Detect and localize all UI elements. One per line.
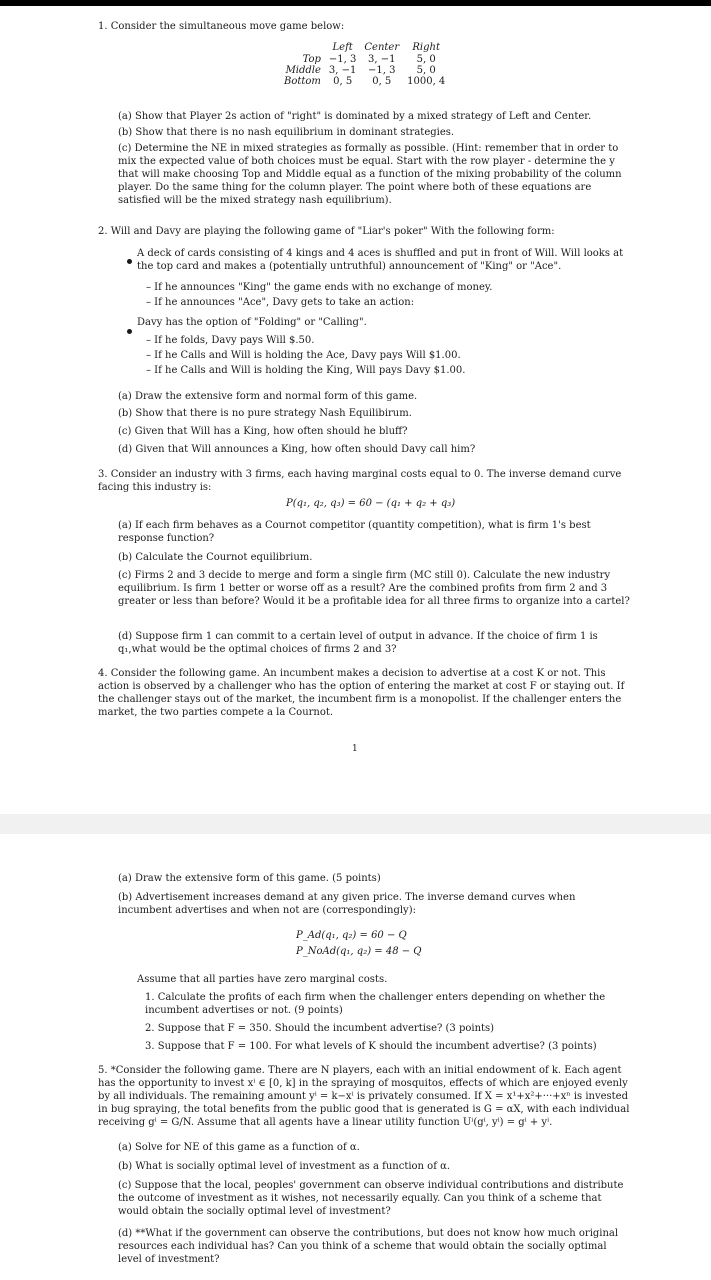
q2-bullet-2-sub-3: – If he Calls and Will is holding the King, Will pays Davy $1.00.: [146, 365, 466, 376]
q2-bullet-2: Davy has the option of "Folding" or "Calling".: [137, 317, 367, 328]
q1-part-c: (c) Determine the NE in mixed strategies as formally as possible. (Hint: remember that in order to mix the expected value of both choices must be equal. Start with the row player - determine the y that will make choosing Top and Middle equal as a function of the mixing probability of the column player. Do the same thing for the column player. The point where both of these equations are satisfied will be the mixed strategy nash equilibrium).: [118, 143, 622, 206]
q3-part-c: (c) Firms 2 and 3 decide to merge and form a single firm (MC still 0). Calculate the new industry equilibrium. Is firm 1 better or worse off as a result? Are the combined profits from firm 2 and 3 greater or less than before? Would it be a profitable idea for all three firms to organize into a cartel?: [118, 570, 630, 607]
payoff-cell: −1, 3: [328, 54, 357, 65]
row-label: Top: [302, 54, 321, 65]
bullet-icon: [127, 249, 132, 268]
q5-part-d: (d) **What if the government can observe the contributions, but does not know how much original resources each individual has? Can you think of a scheme that would obtain the socially optimal level of investment?: [118, 1228, 619, 1265]
row-label: Bottom: [284, 76, 321, 87]
q1-part-b: (b) Show that there is no nash equilibrium in dominant strategies.: [118, 127, 455, 138]
payoff-cell: 5, 0: [416, 65, 436, 76]
matrix-row-bottom: [280, 76, 449, 87]
q2-bullet-1-sub-1: – If he announces "King" the game ends with no exchange of money.: [146, 282, 493, 293]
page-break: [0, 814, 711, 834]
q2-bullet-1-sub-2: – If he announces "Ace", Davy gets to take an action:: [146, 297, 415, 308]
q4-part-a: (a) Draw the extensive form of this game. (5 points): [118, 873, 381, 884]
q5-part-c: (c) Suppose that the local, peoples' government can observe individual contributions and distribute the outcome of investment as it wishes, not necessarily equally. Can you think of a scheme that would obtain the socially optimal level of investment?: [118, 1180, 624, 1217]
q3-title: 3. Consider an industry with 3 firms, each having marginal costs equal to 0. The inverse demand curve facing this industry is:: [98, 469, 622, 493]
q4-demand-ad: P_Ad(q₁, q₂) = 60 − Q: [296, 930, 407, 941]
q5-title: 5. *Consider the following game. There are N players, each with an initial endowment of k. Each agent has the opportunity to invest xⁱ ∈ [0, k] in the spraying of mosquitos, effects of which are enjoyed evenly by all individuals. The remaining amount yⁱ = k−xⁱ is privately consumed. If X = x¹+x²+···+xⁿ is invested in bug spraying, the total benefits from the public good that is generated is G = αX, with each individual receiving gⁱ = G/N. Assume that all agents have a linear utility function Uⁱ(gⁱ, yⁱ) = gⁱ + yⁱ.: [98, 1065, 630, 1128]
q3-demand-equation: P(q₁, q₂, q₃) = 60 − (q₁ + q₂ + q₃): [286, 498, 456, 509]
q1-part-a: (a) Show that Player 2s action of "right" is dominated by a mixed strategy of Left and Center.: [118, 111, 592, 122]
q5-part-a: (a) Solve for NE of this game as a function of α.: [118, 1142, 360, 1153]
payoff-cell: 1000, 4: [407, 76, 446, 87]
row-label: Middle: [285, 65, 321, 76]
q2-bullet-1: A deck of cards consisting of 4 kings and 4 aces is shuffled and put in front of Will. Will looks at the top card and makes a (potentially untruthful) announcement of "King" or "Ace".: [137, 248, 624, 272]
payoff-cell: 0, 5: [333, 76, 353, 87]
q5-part-b: (b) What is socially optimal level of investment as a function of α.: [118, 1161, 451, 1172]
payoff-cell: −1, 3: [368, 65, 396, 76]
q2-part-d: (d) Given that Will announces a King, how often should Davy call him?: [118, 444, 476, 455]
q2-bullet-2-sub-2: – If he Calls and Will is holding the Ace, Davy pays Will $1.00.: [146, 350, 461, 361]
payoff-cell: 3, −1: [328, 65, 357, 76]
q4-assumption: Assume that all parties have zero marginal costs.: [137, 974, 388, 985]
matrix-row-top: [280, 54, 449, 65]
q4-sub-2: 2. Suppose that F = 350. Should the incumbent advertise? (3 points): [145, 1023, 495, 1034]
page-number: 1: [352, 744, 358, 754]
q4-demand-noad: P_NoAd(q₁, q₂) = 48 − Q: [296, 946, 422, 957]
payoff-cell: 5, 0: [416, 54, 436, 65]
q4-sub-3: 3. Suppose that F = 100. For what levels of K should the incumbent advertise? (3 points): [145, 1041, 597, 1052]
q4-part-b: (b) Advertisement increases demand at any given price. The inverse demand curves when incumbent advertises and when not are (correspondingly):: [118, 892, 576, 916]
q2-part-c: (c) Given that Will has a King, how often should he bluff?: [118, 426, 408, 437]
q4-title: 4. Consider the following game. An incumbent makes a decision to advertise at a cost K or not. This action is observed by a challenger who has the option of entering the market at cost F or staying out. If the challenger stays out of the market, the incumbent firm is a monopolist. If the challenger enters the market, the two parties compete a la Cournot.: [98, 668, 625, 718]
q2-part-b: (b) Show that there is no pure strategy Nash Equilibirum.: [118, 408, 412, 419]
q3-part-a: (a) If each firm behaves as a Cournot competitor (quantity competition), what is firm 1's best response function?: [118, 520, 591, 544]
col-header-center: Center: [364, 42, 400, 53]
payoff-matrix: [280, 42, 449, 87]
page-2: [0, 834, 711, 1280]
q4-sub-1: 1. Calculate the profits of each firm when the challenger enters depending on whether the incumbent advertises or not. (9 points): [145, 992, 606, 1016]
payoff-cell: 0, 5: [372, 76, 392, 87]
q2-title: 2. Will and Davy are playing the following game of "Liar's poker" With the following form:: [98, 226, 555, 237]
col-header-right: Right: [412, 42, 440, 53]
bullet-icon: [127, 319, 132, 338]
matrix-row-middle: [280, 65, 449, 76]
col-header-left: Left: [332, 42, 353, 53]
payoff-cell: 3, −1: [368, 54, 396, 65]
q1-title: 1. Consider the simultaneous move game below:: [98, 21, 345, 32]
page-1: [0, 6, 711, 814]
q3-part-b: (b) Calculate the Cournot equilibrium.: [118, 552, 313, 563]
q2-bullet-2-sub-1: – If he folds, Davy pays Will $.50.: [146, 335, 315, 346]
q2-part-a: (a) Draw the extensive form and normal form of this game.: [118, 391, 418, 402]
q3-part-d: (d) Suppose firm 1 can commit to a certain level of output in advance. If the choice of firm 1 is q₁,what would be the optimal choices of firms 2 and 3?: [118, 631, 598, 655]
